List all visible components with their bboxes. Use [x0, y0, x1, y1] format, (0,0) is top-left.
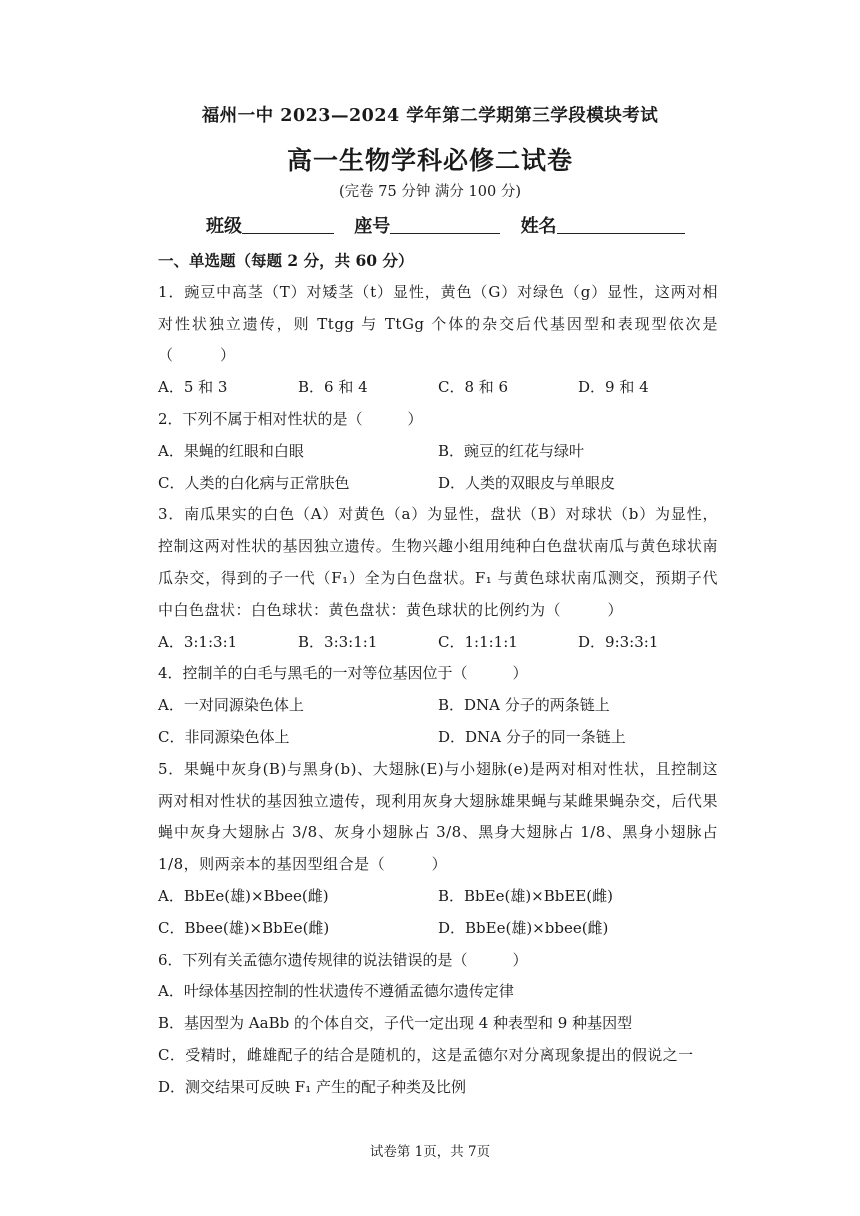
option-a: A．5 和 3 — [158, 378, 228, 397]
page-footer: 试卷第 1页，共 7页 — [369, 1144, 491, 1160]
option-row — [158, 690, 718, 722]
option-b: B．BbEe(雄)×BbEE(雌) — [438, 886, 613, 905]
option-a: A．果蝇的红眼和白眼 — [158, 441, 304, 460]
option-d: D．人类的双眼皮与单眼皮 — [438, 473, 616, 492]
option-a: A．3:1:3:1 — [158, 632, 238, 651]
option-b: B．3:3:1:1 — [298, 632, 378, 651]
student-info-row — [206, 212, 686, 238]
option-c: C．受精时，雌雄配子的结合是随机的，这是孟德尔对分离现象提出的假说之一 — [158, 1045, 694, 1064]
question-stem: 5．果蝇中灰身(B)与黑身(b)、大翅脉(E)与小翅脉(e)是两对相对性状，且控制这两对相对性状的基因独立遗传，现利用灰身大翅脉雄果蝇与某雌果蝇杂交，后代果蝇中灰身大翅脉占 3/8、灰身小翅脉占 3/8、黑身大翅脉占 1/8、黑身小翅脉占 1/8，则两亲本的基因型组合是（ ） — [158, 759, 718, 874]
school-title: 福州一中 2023—2024 学年第二学期第三学段模块考试 — [201, 106, 659, 126]
option-b: B．豌豆的红花与绿叶 — [438, 441, 585, 460]
option-row — [158, 913, 718, 945]
option-a: A．一对同源染色体上 — [158, 696, 304, 715]
option-d: D．9:3:3:1 — [578, 632, 659, 651]
question-list — [158, 245, 718, 1104]
option-d: D．DNA 分子的同一条链上 — [438, 727, 626, 746]
question-stem: 4．控制羊的白毛与黑毛的一对等位基因位于（ ） — [158, 664, 528, 683]
option-b: B．6 和 4 — [298, 378, 368, 397]
option-c: C．8 和 6 — [438, 378, 509, 397]
option-row — [158, 372, 718, 404]
name-label: 姓名 — [520, 216, 557, 237]
class-label: 班级 — [206, 216, 242, 237]
question-stem: 2．下列不属于相对性状的是（ ） — [158, 409, 423, 428]
option-c: C．Bbee(雄)×BbEe(雌) — [158, 918, 330, 937]
option-c: C．非同源染色体上 — [158, 727, 290, 746]
option-d: D．BbEe(雄)×bbee(雌) — [438, 918, 609, 937]
option-d: D．9 和 4 — [578, 378, 649, 397]
question-stem: 1．豌豆中高茎（T）对矮茎（t）显性，黄色（G）对绿色（g）显性，这两对相对性状独立遗传，则 Ttgg 与 TtGg 个体的杂交后代基因型和表现型依次是（ ） — [158, 282, 718, 365]
option-row — [158, 881, 718, 913]
option-c: C．1:1:1:1 — [438, 632, 518, 651]
name-blank — [557, 215, 685, 234]
section-title: 一、单选题（每题 2 分，共 60 分） — [158, 251, 414, 270]
option-row — [158, 468, 718, 500]
seat-label: 座号 — [354, 216, 391, 237]
option-a: A．BbEe(雄)×Bbee(雌) — [158, 886, 329, 905]
question-stem: 6．下列有关孟德尔遗传规律的说法错误的是（ ） — [158, 950, 528, 969]
option-b: B．基因型为 AaBb 的个体自交，子代一定出现 4 种表型和 9 种基因型 — [158, 1014, 633, 1033]
option-b: B．DNA 分子的两条链上 — [438, 696, 610, 715]
option-row — [158, 436, 718, 468]
seat-blank — [390, 215, 500, 234]
exam-info: (完卷 75 分钟 满分 100 分) — [339, 184, 521, 200]
question-stem: 3．南瓜果实的白色（A）对黄色（a）为显性，盘状（B）对球状（b）为显性，控制这两对性状的基因独立遗传。生物兴趣小组用纯种白色盘状南瓜与黄色球状南瓜杂交，得到的子一代（F₁）全为白色盘状。F₁ 与黄色球状南瓜测交，预期子代中白色盘状：白色球状：黄色盘状：黄色球状的比例约为（ ） — [158, 505, 718, 619]
option-d: D．测交结果可反映 F₁ 产生的配子种类及比例 — [158, 1077, 466, 1096]
class-blank — [242, 215, 334, 234]
option-a: A．叶绿体基因控制的性状遗传不遵循孟德尔遗传定律 — [158, 982, 514, 1001]
option-row — [158, 722, 718, 754]
option-row — [158, 627, 718, 659]
exam-title: 高一生物学科必修二试卷 — [286, 146, 573, 175]
option-c: C．人类的白化病与正常肤色 — [158, 473, 350, 492]
